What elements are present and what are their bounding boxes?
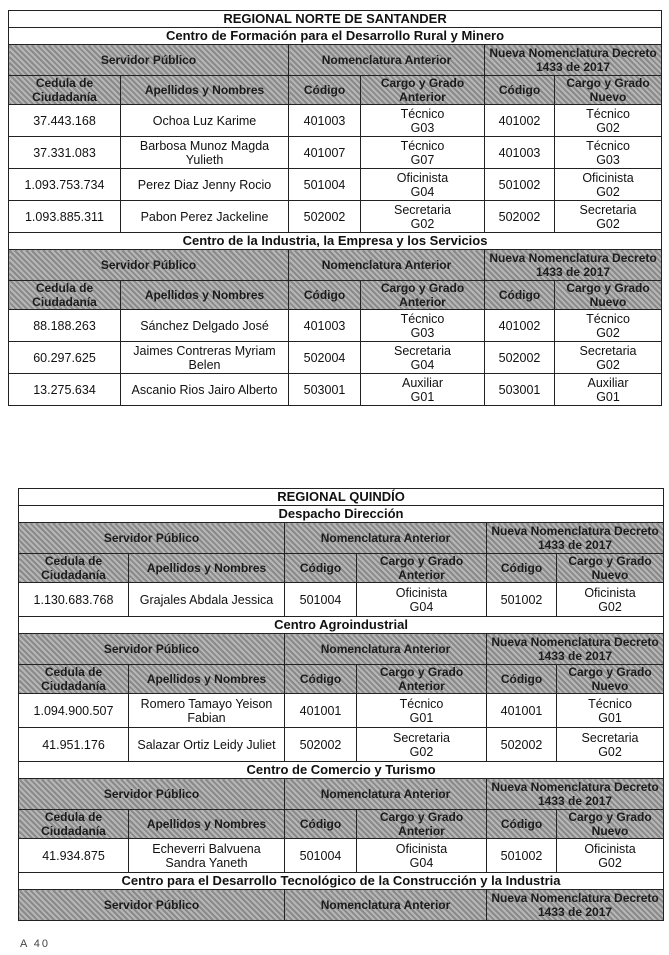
header-apellidos-nombres: Apellidos y Nombres	[129, 810, 285, 839]
table-row	[9, 310, 662, 342]
grado-text: G07	[410, 152, 435, 167]
nombre-cell: Romero Tamayo Yeison Fabian	[129, 694, 285, 728]
nombre-cell: Echeverri Balvuena Sandra Yaneth	[129, 839, 285, 873]
centro-title: Despacho Dirección	[19, 506, 664, 523]
codigo-nuevo-cell: 503001	[485, 374, 555, 406]
codigo-nuevo-cell: 502002	[485, 201, 555, 233]
footer-mark: A 40	[20, 938, 51, 950]
centro-title: Centro de Formación para el Desarrollo Rural y Minero	[9, 28, 662, 45]
header-cargo-anterior: Cargo y Grado Anterior	[361, 281, 485, 310]
codigo-nuevo-cell: 401002	[485, 310, 555, 342]
header-servidor-publico: Servidor Público	[19, 634, 285, 665]
regional-quindio-table	[18, 488, 664, 921]
header-apellidos-nombres: Apellidos y Nombres	[129, 665, 285, 694]
codigo-anterior-cell: 401003	[289, 310, 361, 342]
grado-text: G04	[410, 357, 435, 372]
header-codigo-nuevo: Código	[487, 665, 557, 694]
cedula-cell: 37.443.168	[9, 105, 121, 137]
header-apellidos-nombres: Apellidos y Nombres	[121, 281, 289, 310]
header-servidor-publico: Servidor Público	[9, 250, 289, 281]
cargo-nuevo-cell	[555, 310, 662, 342]
cargo-anterior-cell	[357, 839, 487, 873]
cargo-text: Oficinista	[396, 170, 449, 185]
cargo-text: Oficinista	[584, 841, 636, 856]
regional-title: REGIONAL NORTE DE SANTANDER	[9, 11, 662, 28]
header-codigo-nuevo: Código	[487, 554, 557, 583]
cargo-text: Oficinista	[395, 585, 448, 600]
table-row	[9, 201, 662, 233]
centro-title: Centro para el Desarrollo Tecnológico de la Construcción y la Industria	[19, 873, 664, 890]
header-nueva-nomenclatura: Nueva Nomenclatura Decreto 1433 de 2017	[485, 45, 662, 76]
grado-text: G01	[598, 710, 622, 725]
codigo-anterior-cell: 501004	[285, 839, 357, 873]
cargo-text: Secretaria	[393, 730, 450, 745]
header-cedula: Cedula de Ciudadanía	[19, 810, 129, 839]
cedula-cell: 1.094.900.507	[19, 694, 129, 728]
table-row	[9, 374, 662, 406]
cargo-text: Oficinista	[582, 170, 634, 185]
cargo-nuevo-cell	[555, 201, 662, 233]
codigo-anterior-cell: 401003	[289, 105, 361, 137]
header-nomenclatura-anterior: Nomenclatura Anterior	[285, 634, 487, 665]
header-servidor-publico: Servidor Público	[19, 523, 285, 554]
header-nomenclatura-anterior: Nomenclatura Anterior	[289, 250, 485, 281]
centro-title: Centro de Comercio y Turismo	[19, 762, 664, 779]
header-nueva-nomenclatura: Nueva Nomenclatura Decreto 1433 de 2017	[487, 634, 664, 665]
cargo-text: Oficinista	[584, 585, 636, 600]
cargo-anterior-cell	[361, 374, 485, 406]
cedula-cell: 1.130.683.768	[19, 583, 129, 617]
cargo-nuevo-cell	[557, 728, 664, 762]
cargo-text: Técnico	[400, 106, 445, 121]
cargo-text: Oficinista	[395, 841, 448, 856]
nombre-cell: Ascanio Rios Jairo Alberto	[121, 374, 289, 406]
header-apellidos-nombres: Apellidos y Nombres	[129, 554, 285, 583]
grado-text: G02	[409, 744, 434, 759]
cargo-nuevo-cell	[555, 105, 662, 137]
cargo-nuevo-cell	[557, 583, 664, 617]
header-nomenclatura-anterior: Nomenclatura Anterior	[285, 779, 487, 810]
header-cargo-anterior: Cargo y Grado Anterior	[357, 554, 487, 583]
header-nomenclatura-anterior: Nomenclatura Anterior	[289, 45, 485, 76]
codigo-anterior-cell: 501004	[289, 169, 361, 201]
codigo-nuevo-cell: 501002	[487, 839, 557, 873]
grado-text: G04	[409, 855, 434, 870]
codigo-nuevo-cell: 401002	[485, 105, 555, 137]
grado-text: G02	[598, 855, 622, 870]
cargo-anterior-cell	[357, 583, 487, 617]
codigo-nuevo-cell: 502002	[485, 342, 555, 374]
cedula-cell: 37.331.083	[9, 137, 121, 169]
header-cargo-nuevo: Cargo y Grado Nuevo	[557, 810, 664, 839]
cedula-cell: 41.951.176	[19, 728, 129, 762]
header-nueva-nomenclatura: Nueva Nomenclatura Decreto 1433 de 2017	[485, 250, 662, 281]
grado-text: G02	[596, 216, 620, 231]
header-cargo-anterior: Cargo y Grado Anterior	[357, 665, 487, 694]
header-cargo-nuevo: Cargo y Grado Nuevo	[555, 281, 662, 310]
cargo-nuevo-cell	[555, 169, 662, 201]
grado-text: G02	[596, 184, 620, 199]
cargo-anterior-cell	[361, 105, 485, 137]
nombre-cell: Pabon Perez Jackeline	[121, 201, 289, 233]
header-cedula: Cedula de Ciudadanía	[19, 554, 129, 583]
header-servidor-publico: Servidor Público	[19, 890, 285, 921]
grado-text: G02	[596, 325, 620, 340]
header-codigo-nuevo: Código	[485, 76, 555, 105]
table-row	[9, 137, 662, 169]
cedula-cell: 1.093.885.311	[9, 201, 121, 233]
cargo-text: Secretaria	[581, 730, 639, 745]
nombre-cell: Perez Diaz Jenny Rocio	[121, 169, 289, 201]
header-cedula: Cedula de Ciudadanía	[19, 665, 129, 694]
cedula-cell: 1.093.753.734	[9, 169, 121, 201]
header-cedula: Cedula de Ciudadanía	[9, 281, 121, 310]
table-row	[19, 583, 664, 617]
cargo-text: Auxiliar	[402, 375, 443, 390]
cargo-anterior-cell	[357, 728, 487, 762]
header-cargo-nuevo: Cargo y Grado Nuevo	[555, 76, 662, 105]
header-cargo-nuevo: Cargo y Grado Nuevo	[557, 665, 664, 694]
header-nomenclatura-anterior: Nomenclatura Anterior	[285, 890, 487, 921]
regional-title: REGIONAL QUINDÍO	[19, 489, 664, 506]
codigo-anterior-cell: 401001	[285, 694, 357, 728]
table-row	[9, 169, 662, 201]
cargo-text: Técnico	[588, 696, 632, 711]
cargo-nuevo-cell	[557, 839, 664, 873]
grado-text: G03	[596, 152, 620, 167]
codigo-anterior-cell: 501004	[285, 583, 357, 617]
cargo-text: Secretaria	[579, 343, 637, 358]
grado-text: G03	[410, 120, 435, 135]
header-cedula: Cedula de Ciudadanía	[9, 76, 121, 105]
nombre-cell: Barbosa Munoz Magda Yulieth	[121, 137, 289, 169]
grado-text: G02	[598, 744, 622, 759]
header-nueva-nomenclatura: Nueva Nomenclatura Decreto 1433 de 2017	[487, 779, 664, 810]
cargo-text: Secretaria	[394, 343, 451, 358]
cargo-nuevo-cell	[557, 694, 664, 728]
header-cargo-nuevo: Cargo y Grado Nuevo	[557, 554, 664, 583]
cargo-nuevo-cell	[555, 342, 662, 374]
header-codigo-nuevo: Código	[485, 281, 555, 310]
header-servidor-publico: Servidor Público	[9, 45, 289, 76]
cedula-cell: 41.934.875	[19, 839, 129, 873]
cargo-text: Técnico	[400, 311, 445, 326]
codigo-nuevo-cell: 401003	[485, 137, 555, 169]
regional-norte-table	[8, 10, 662, 406]
grado-text: G02	[596, 357, 620, 372]
header-servidor-publico: Servidor Público	[19, 779, 285, 810]
cargo-text: Auxiliar	[587, 375, 629, 390]
header-codigo: Código	[285, 810, 357, 839]
cargo-text: Técnico	[586, 106, 630, 121]
table-row	[19, 694, 664, 728]
cargo-text: Técnico	[586, 138, 630, 153]
codigo-nuevo-cell: 501002	[485, 169, 555, 201]
codigo-anterior-cell: 502002	[285, 728, 357, 762]
grado-text: G01	[596, 389, 620, 404]
header-nomenclatura-anterior: Nomenclatura Anterior	[285, 523, 487, 554]
cargo-anterior-cell	[361, 342, 485, 374]
codigo-nuevo-cell: 502002	[487, 728, 557, 762]
header-codigo: Código	[289, 76, 361, 105]
header-codigo-nuevo: Código	[487, 810, 557, 839]
centro-title: Centro Agroindustrial	[19, 617, 664, 634]
table-row	[19, 839, 664, 873]
cargo-anterior-cell	[361, 310, 485, 342]
nombre-cell: Sánchez Delgado José	[121, 310, 289, 342]
nombre-cell: Jaimes Contreras Myriam Belen	[121, 342, 289, 374]
cargo-text: Secretaria	[579, 202, 637, 217]
grado-text: G01	[409, 710, 434, 725]
cedula-cell: 60.297.625	[9, 342, 121, 374]
cargo-anterior-cell	[361, 137, 485, 169]
cargo-text: Secretaria	[394, 202, 451, 217]
centro-title: Centro de la Industria, la Empresa y los Servicios	[9, 233, 662, 250]
codigo-nuevo-cell: 501002	[487, 583, 557, 617]
header-codigo: Código	[285, 665, 357, 694]
cargo-anterior-cell	[361, 169, 485, 201]
cedula-cell: 13.275.634	[9, 374, 121, 406]
grado-text: G02	[596, 120, 620, 135]
header-cargo-anterior: Cargo y Grado Anterior	[361, 76, 485, 105]
cargo-text: Técnico	[586, 311, 630, 326]
header-nueva-nomenclatura: Nueva Nomenclatura Decreto 1433 de 2017	[487, 890, 664, 921]
header-apellidos-nombres: Apellidos y Nombres	[121, 76, 289, 105]
codigo-anterior-cell: 502002	[289, 201, 361, 233]
grado-text: G03	[410, 325, 435, 340]
nombre-cell: Ochoa Luz Karime	[121, 105, 289, 137]
header-nueva-nomenclatura: Nueva Nomenclatura Decreto 1433 de 2017	[487, 523, 664, 554]
codigo-anterior-cell: 401007	[289, 137, 361, 169]
nombre-cell: Salazar Ortiz Leidy Juliet	[129, 728, 285, 762]
grado-text: G04	[410, 184, 435, 199]
table-row	[9, 342, 662, 374]
header-cargo-anterior: Cargo y Grado Anterior	[357, 810, 487, 839]
cargo-anterior-cell	[361, 201, 485, 233]
grado-text: G02	[598, 599, 622, 614]
cargo-anterior-cell	[357, 694, 487, 728]
grado-text: G02	[410, 216, 435, 231]
codigo-anterior-cell: 502004	[289, 342, 361, 374]
codigo-anterior-cell: 503001	[289, 374, 361, 406]
cargo-text: Técnico	[400, 138, 445, 153]
cargo-text: Técnico	[399, 696, 444, 711]
table-row	[9, 105, 662, 137]
cedula-cell: 88.188.263	[9, 310, 121, 342]
grado-text: G04	[409, 599, 434, 614]
header-codigo: Código	[285, 554, 357, 583]
cargo-nuevo-cell	[555, 374, 662, 406]
table-row	[19, 728, 664, 762]
header-codigo: Código	[289, 281, 361, 310]
grado-text: G01	[410, 389, 435, 404]
cargo-nuevo-cell	[555, 137, 662, 169]
codigo-nuevo-cell: 401001	[487, 694, 557, 728]
nombre-cell: Grajales Abdala Jessica	[129, 583, 285, 617]
